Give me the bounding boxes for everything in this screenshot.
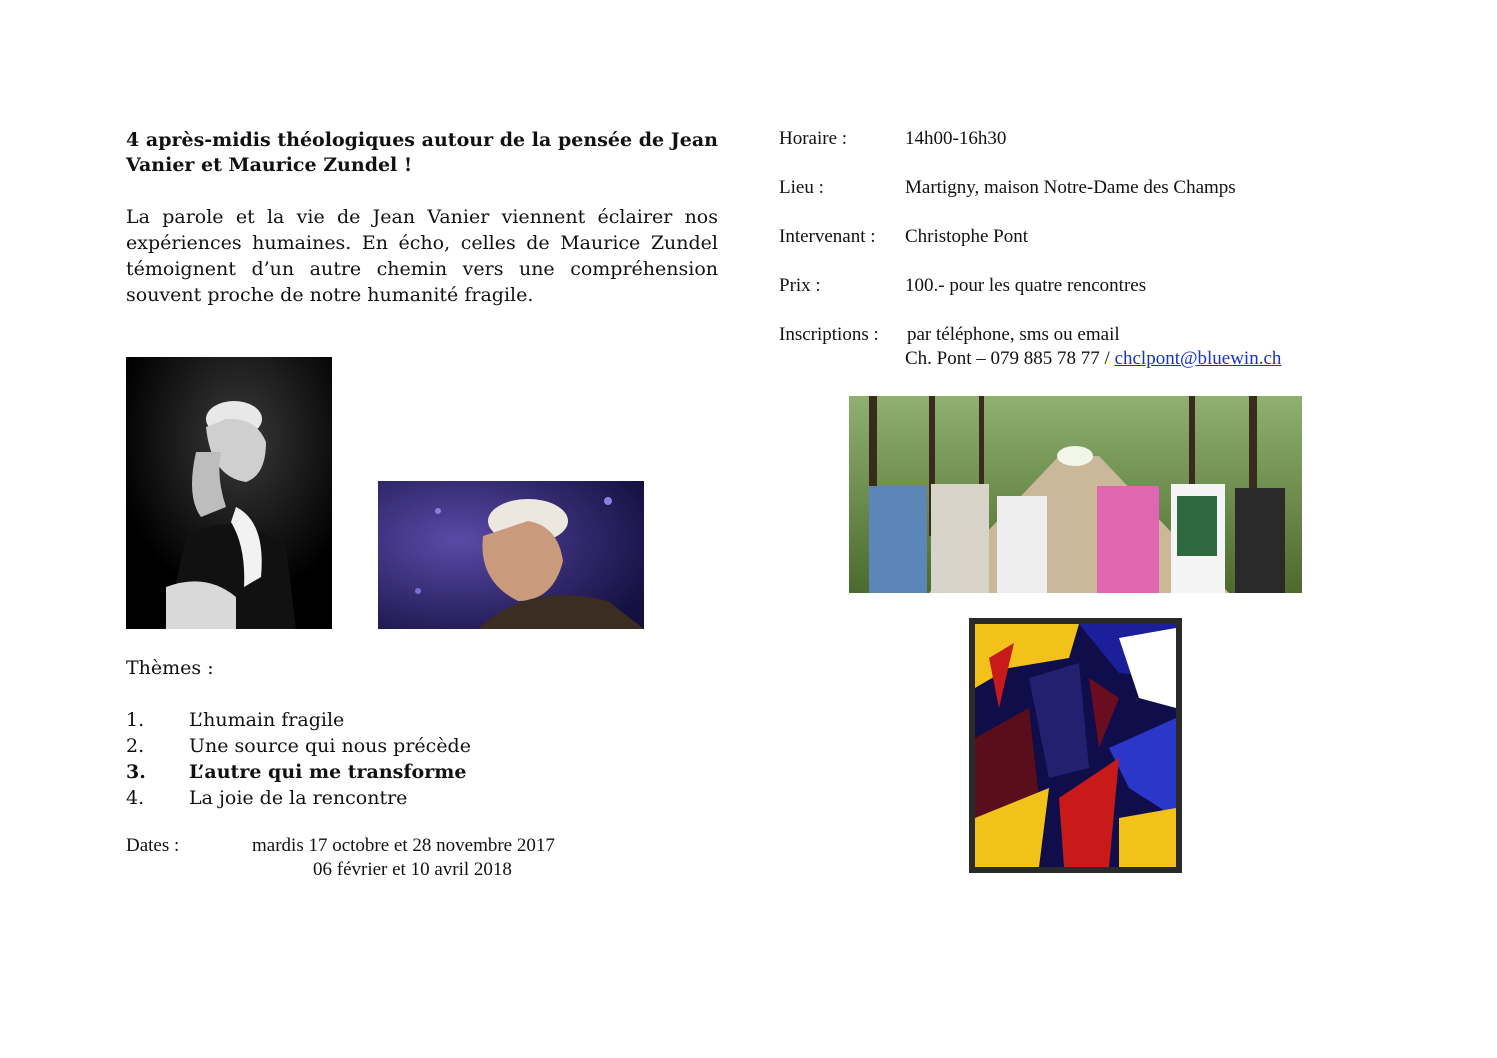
lieu-value: Martigny, maison Notre-Dame des Champs: [905, 177, 1236, 198]
email-link[interactable]: chclpont@bluewin.ch: [1114, 348, 1282, 369]
theme-number: 2.: [126, 735, 145, 757]
intervenant-value: Christophe Pont: [905, 226, 1028, 247]
lieu-label: Lieu :: [779, 177, 824, 198]
title: 4 après-midis théologiques autour de la pensée de Jean Vanier et Maurice Zundel !: [126, 129, 718, 176]
theme-label: L’autre qui me transforme: [189, 761, 467, 783]
theme-item: [126, 759, 471, 785]
theme-number: 3.: [126, 761, 146, 783]
dates-label: Dates :: [126, 835, 180, 856]
prix-label: Prix :: [779, 275, 821, 296]
themes-list: [126, 707, 471, 811]
theme-label: Une source qui nous précède: [189, 735, 471, 757]
vanier-portrait-photo: [378, 481, 644, 629]
inscriptions-line-1: par téléphone, sms ou email: [907, 324, 1120, 345]
theme-label: La joie de la rencontre: [189, 787, 408, 809]
theme-number: 1.: [126, 709, 145, 731]
horaire-label: Horaire :: [779, 128, 848, 149]
dates-line-1: mardis 17 octobre et 28 novembre 2017: [252, 835, 555, 856]
intro-paragraph: La parole et la vie de Jean Vanier viennent éclairer nos expériences humaines. En écho, celles de Maurice Zundel témoignent d’un autre chemin vers une compréhension souvent proche de notre humanité fragile.: [126, 206, 718, 306]
zundel-portrait-photo: [126, 357, 332, 629]
contact-phone: Ch. Pont – 079 885 78 77 /: [905, 348, 1115, 369]
inscriptions-line-2: [905, 348, 1281, 370]
horaire-value: 14h00-16h30: [905, 128, 1007, 149]
theme-number: 4.: [126, 787, 145, 809]
theme-item: [126, 707, 471, 733]
intervenant-label: Intervenant :: [779, 226, 876, 247]
theme-item: [126, 733, 471, 759]
prix-value: 100.- pour les quatre rencontres: [905, 275, 1147, 296]
inscriptions-label: Inscriptions :: [779, 324, 879, 345]
theme-label: L’humain fragile: [189, 709, 345, 731]
themes-heading: Thèmes :: [126, 657, 214, 679]
dates-line-2: 06 février et 10 avril 2018: [313, 859, 512, 880]
theme-item: [126, 785, 471, 811]
group-walking-photo: [849, 396, 1302, 593]
stained-glass-image: [969, 618, 1182, 873]
